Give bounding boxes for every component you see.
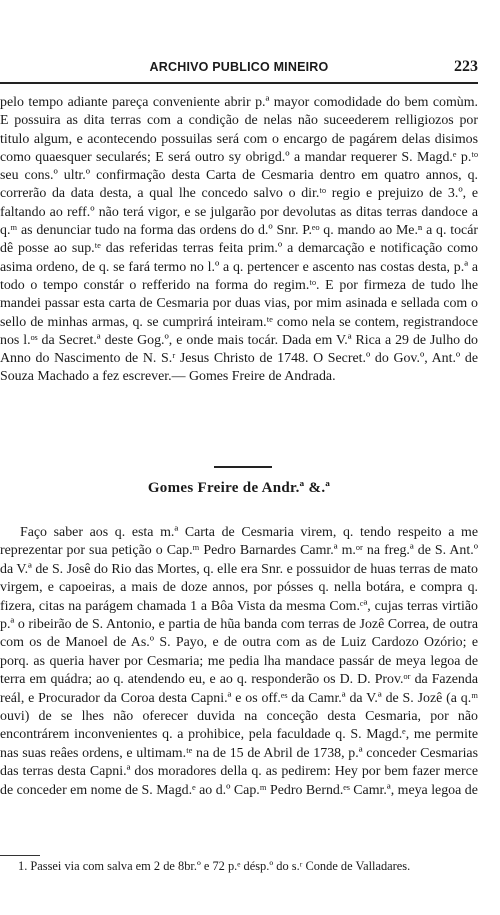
body-paragraph-1: pelo tempo adiante pareça conveniente abrir p.ª mayor comodidade do bem comùm. E possuira as dita terras com a condição de nelas não suceederem relligiozos por titulo algum, e acontecendo possuilas será com o encargo de pagárem delas disimos como quaesquer secularés; E será outro sy obrigd.º a mandar requerer S. Magd.ᵉ p.ᵗᵒ seu cons.º ultr.º confirmação desta Carta de Cesmaria dentro em quatro annos, q. correrão da data desta, a qual lhe concedo salvo o dir.ᵗᵒ regio e prejuizo de 3.º, e faltando ao reff.º não terá vigor, e se julgarão por devolutas as ditas terras dandoce a q.ᵐ as denunciar tudo na forma das ordens do d.º Snr. P.ᵉᵒ q. mando ao Me.ⁿ a q. tocár dê posse ao sup.ᵗᵉ das referidas terras feita prim.º a demarcação e notificação como asima ordeno, de q. se fará termo no l.º a q. pertencer e ascento nas costas desta, p.ª a todo o tempo constár o refferido na forma do regim.ᵗᵒ. E por firmeza de tudo lhe mandei passar esta carta de Cesmaria por duas vias, por mim asinada e sellada com o sello de minhas armas, q. se cumprirá inteiram.ᵗᵉ como nela se contem, registrandoce nos l.ᵒˢ da Secret.ª deste Gog.º, e onde mais tocár. Dada em V.ª Rica a 29 de Julho do Anno do Nascimento de N. S.ʳ Jesus Christo de 1748. O Secret.º do Gov.º, Ant.º de Souza Machado a fez escrever.— Gomes Freire de Andrada. <box>0 95 478 385</box>
body-paragraph-2: Faço saber aos q. esta m.ª Carta de Cesmaria virem, q. tendo respeito a me reprezentar por sua petição o Cap.ᵐ Pedro Barnardes Camr.ª m.ᵒʳ na freg.ª de S. Ant.º da V.ª de S. Josê do Rio das Mortes, q. elle era Snr. e possuidor de huas terras de mato virgem, e capoeiras, a mais de doze annos, por pósses q. nella botára, e compra q. fizera, citas na parágem chamada 1 a Bôa Vista da mesma Com.ᶜª, cujas terras virtião p.ª o ribeirão de S. Antonio, e partia de hũa banda com terras de Jozê Correa, de outra com os de Manoel de As.º S. Payo, e de outra com as de Luiz Cardozo Ozório; e porq. as queria haver por Cesmaria; me pedia lha mandace passár de meya legoa de terra em quádra; ao q. atendendo eu, e ao q. responderão os D. D. Prov.ᵒʳ da Fazenda reál, e Procurador da Coroa desta Capni.ª e os off.ᵉˢ da Camr.ª da V.ª de S. Jozê (a q.ᵐ ouvi) de se lhes não oferecer duvida na conceção desta Cesmaria, por não encontrárem inconvenientes q. a prohibice, pela faculdade q. S. Magd.ᵉ, me permite nas suas reâes ordens, e ultimam.ᵗᵉ na de 15 de Abril de 1738, p.ª conceder Cesmarias das terras desta Capni.ª dos moradores della q. as pedirem: Hey por bem fazer merce de conceder em nome de S. Magd.ᵉ ao d.º Cap.ᵐ Pedro Bernd.ᵉˢ Camr.ª, meya legoa de <box>0 525 478 798</box>
running-title: ARCHIVO PUBLICO MINEIRO <box>149 60 329 74</box>
footnote-rule <box>0 855 40 856</box>
page-header <box>0 58 478 80</box>
page-number: 223 <box>454 58 478 75</box>
section-heading: Gomes Freire de Andr.ª &.ª <box>147 480 331 496</box>
section-divider <box>214 466 272 468</box>
header-rule <box>0 82 478 84</box>
footnote: 1. Passei via com salva em 2 de 8br.º e 72 p.ᵉ désp.º do s.ʳ Conde de Valladares. <box>18 859 411 873</box>
